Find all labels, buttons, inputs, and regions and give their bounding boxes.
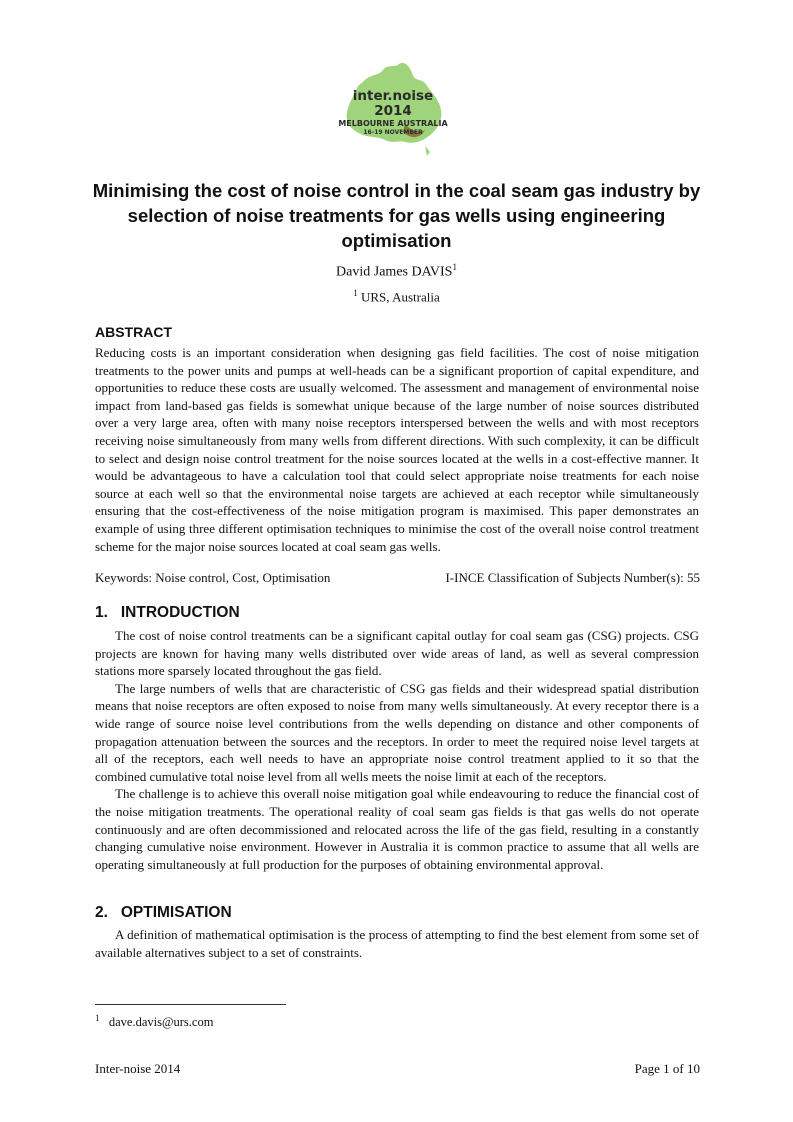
footnote-divider (95, 1004, 286, 1005)
paragraph: The large numbers of wells that are characteristic of CSG gas fields and their widespread spatial distribution means that noise receptors are often exposed to noise from many wells simultaneously. At every receptor there is a wide range of source noise level contributions from the wells depending on distance and other components of propagation attenuation between the sources and the receptors. In order to meet the required noise level targets at all of the receptors, each well needs to have an appropriate noise control treatment applied to it so that the combined cumulative total noise level from all wells meets the noise limit at each of the receptors. (95, 680, 699, 784)
footnote-email: dave.davis@urs.com (99, 1015, 214, 1030)
paragraph: The cost of noise control treatments can be a significant capital outlay for coal seam gas (CSG) projects. CSG projects are known for having many wells distributed over wide areas of land, as well as several compression stations more sparsely located throughout the gas field. (95, 628, 699, 679)
paper-title (80, 178, 713, 253)
logo-dates: 16-19 NOVEMBER (363, 129, 423, 136)
iince-classification: I-INCE Classification of Subjects Number(s): 55 (445, 570, 700, 585)
conference-logo (333, 60, 453, 160)
footer-page-number: Page 1 of 10 (634, 1061, 700, 1076)
logo-title: inter.noise 2014 (352, 88, 434, 119)
keywords: Keywords: Noise control, Cost, Optimisation (95, 570, 331, 585)
author (0, 262, 793, 281)
paragraph: A definition of mathematical optimisation is the process of attempting to find the best element from some set of available alternatives subject to a set of constraints. (95, 927, 699, 960)
footnote-mark: 1 (95, 1013, 100, 1023)
section-body-introduction (95, 627, 699, 873)
title-line: Minimising the cost of noise control in the coal seam gas industry by (92, 180, 701, 201)
affiliation-text: URS, Australia (357, 289, 440, 305)
title-line: selection of noise treatments for gas wells using engineering (127, 205, 666, 226)
abstract-heading: ABSTRACT (95, 324, 172, 340)
affiliation (0, 288, 793, 305)
section-heading-optimisation: 2. OPTIMISATION (95, 904, 232, 921)
abstract-body: Reducing costs is an important consideration when designing gas field facilities. The cost of noise mitigation treatments to the power units and pumps at well-heads can be a significant proportion of capital expenditure, and opportunities to reduce these costs are usually welcomed. The assessment and management of environmental noise impact from land-based gas fields is somewhat unique because of the large number of noise sources distributed over a very large area, often with many noise receptors interspersed between the wells and with most receptors receiving noise simultaneously from many wells from different directions. With such complexity, it can be difficult to select and design noise control treatment for the noise sources located at the wells in a cost-effective manner. It would be advantageous to have a calculation tool that could select appropriate noise treatments for each noise source at each well so that the environmental noise targets are achieved at each receptor while simultaneously ensuring that the cost-effectiveness of the noise mitigation program is maximised. This paper demonstrates an example of using three different optimisation techniques to minimise the cost of the overall noise control treatment scheme for the major noise sources located at coal seam gas wells. (95, 345, 699, 554)
title-line: optimisation (341, 230, 452, 251)
logo-location: MELBOURNE AUSTRALIA (338, 119, 448, 128)
author-affiliation-mark: 1 (452, 262, 457, 272)
section-heading-introduction: 1. INTRODUCTION (95, 604, 240, 621)
paragraph: The challenge is to achieve this overall noise mitigation goal while endeavouring to reduce the financial cost of the noise mitigation treatments. The operational reality of coal seam gas fields is that gas wells do not operate continuously and are often decommissioned and relocated across the life of the gas field, resulting in a constantly changing cumulative noise environment. However in Australia it is common practice to assume that all wells are operating simultaneously at full production for the purposes of obtaining environmental approval. (95, 786, 699, 872)
footnote (95, 1013, 213, 1030)
author-name: David James DAVIS (336, 264, 453, 280)
footer-conference: Inter-noise 2014 (95, 1061, 181, 1076)
section-body-optimisation (95, 926, 699, 961)
affiliation-mark: 1 (353, 288, 358, 298)
